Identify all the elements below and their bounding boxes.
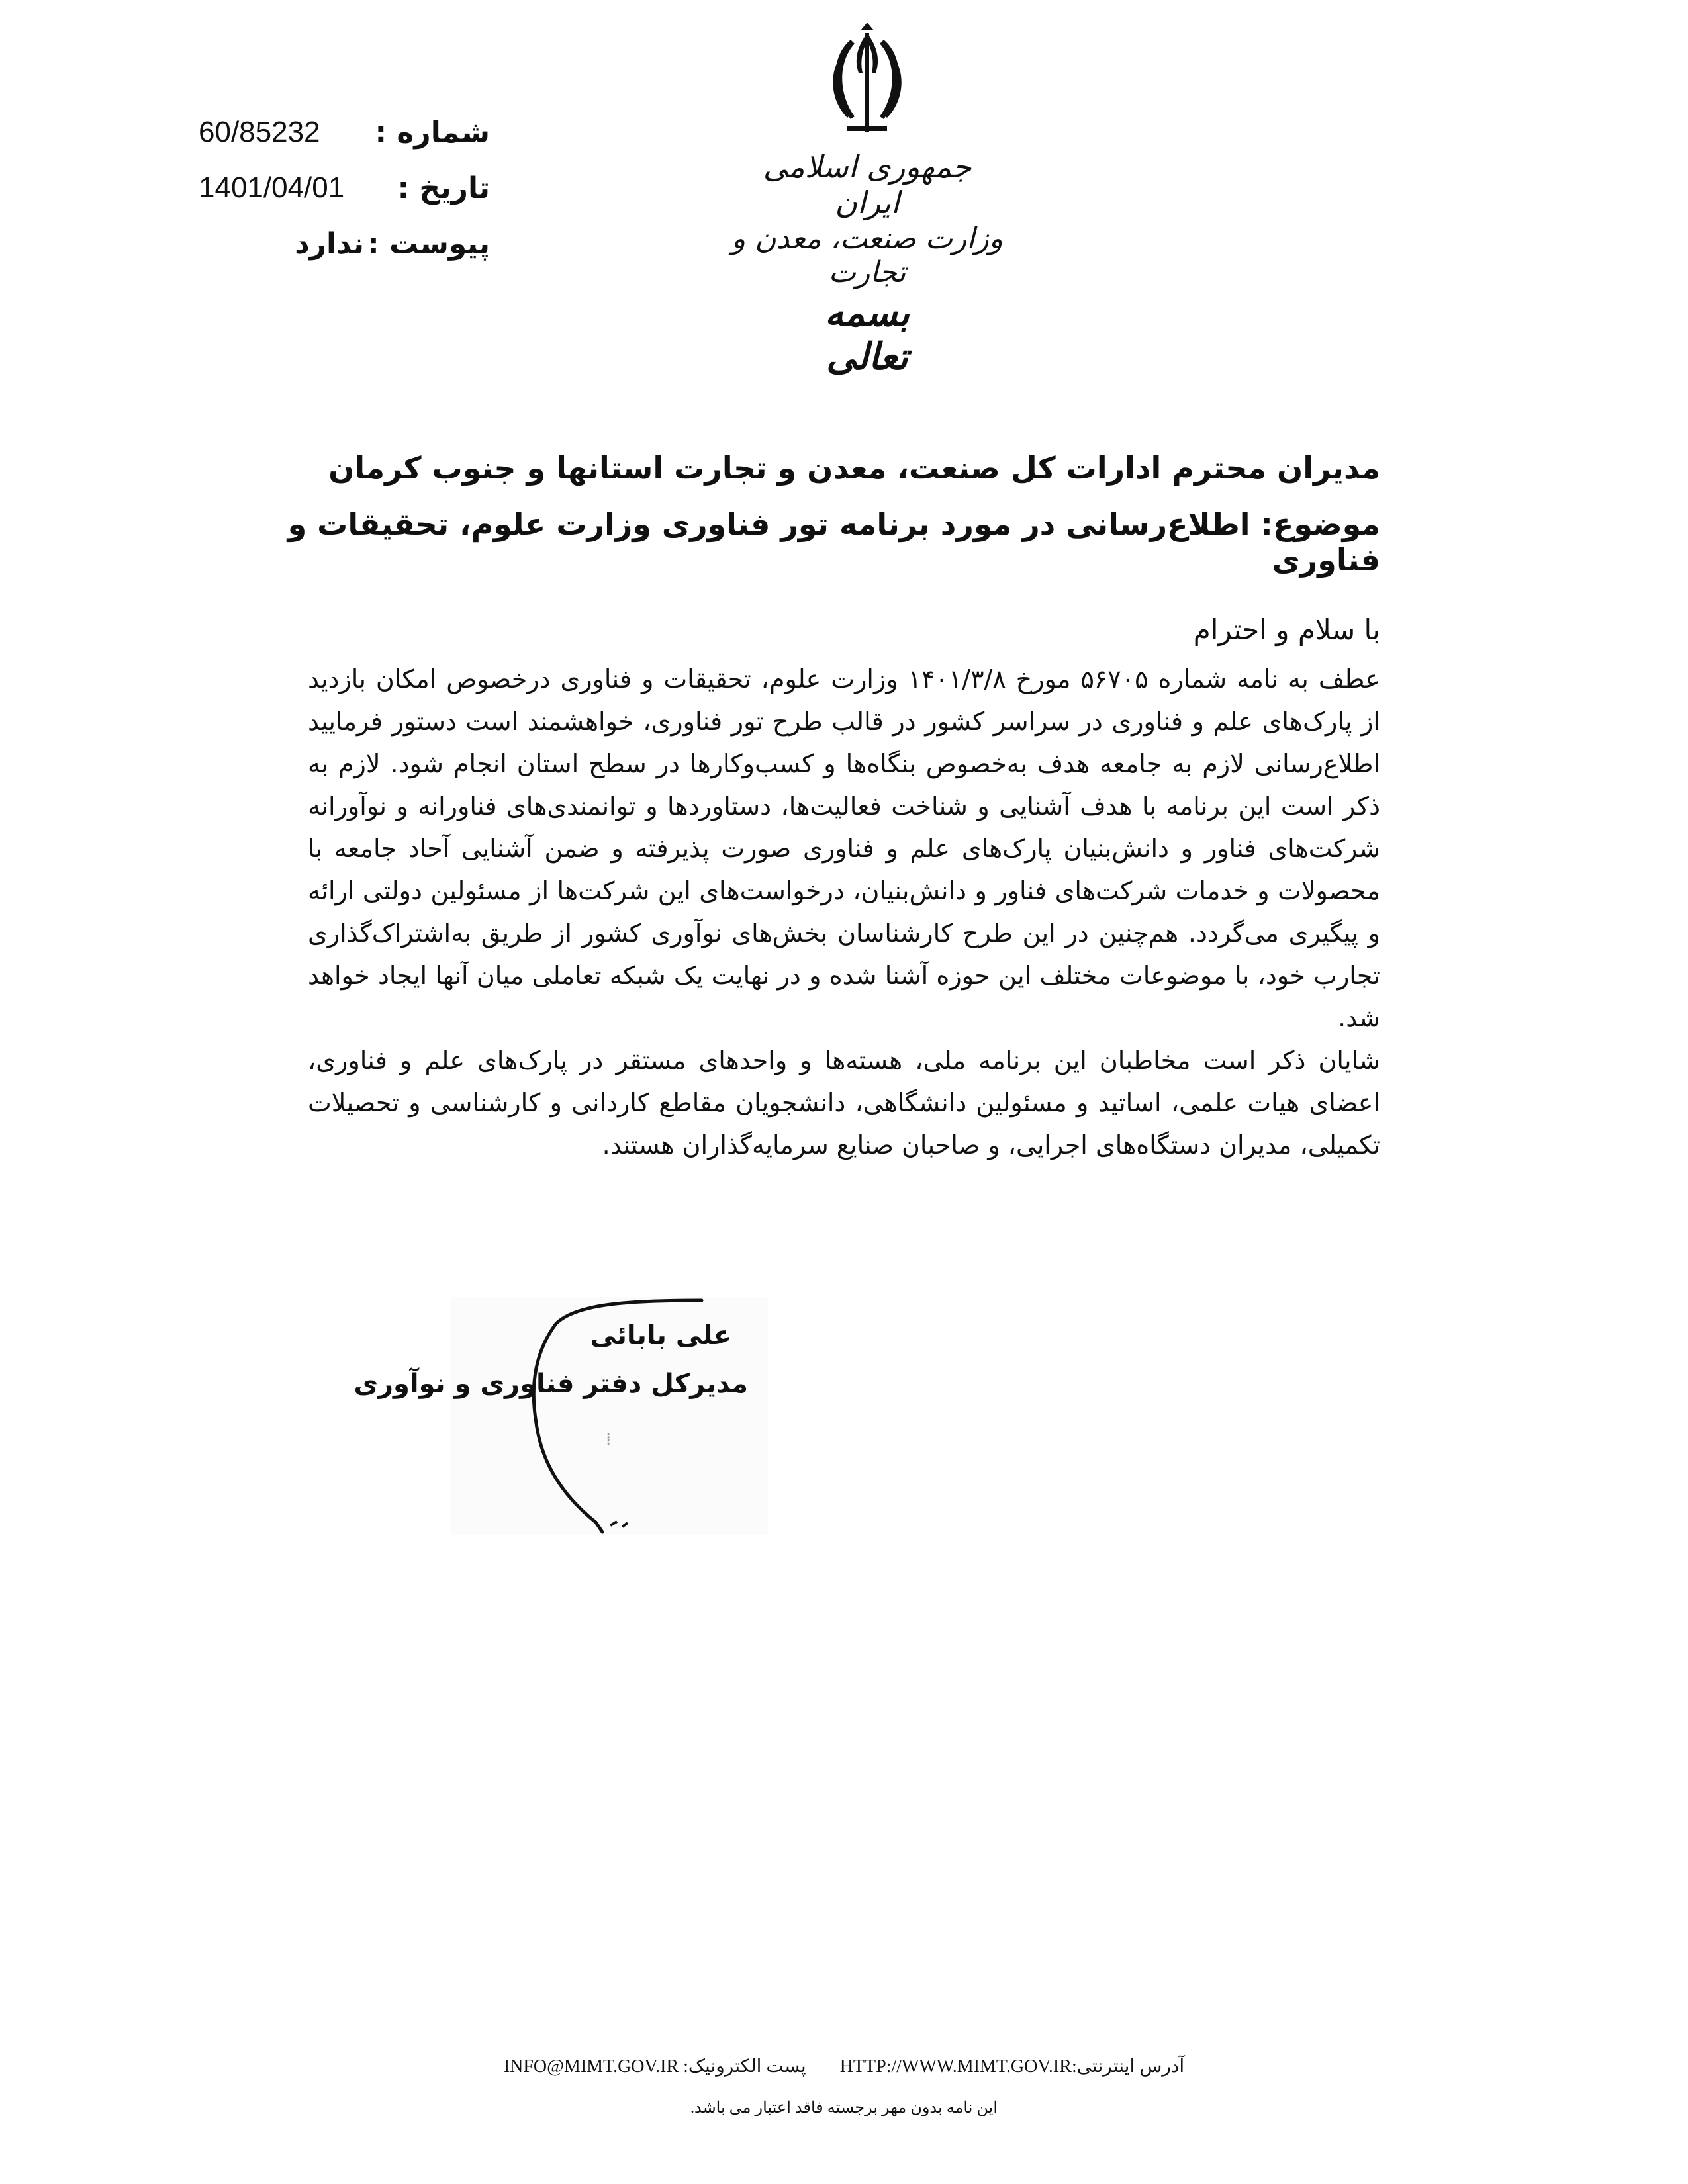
letter-number-row bbox=[199, 116, 490, 171]
footer-website-label: آدرس اینترنتی: bbox=[1071, 2056, 1185, 2077]
faint-stamp-mark: ⁞ bbox=[606, 1430, 612, 1449]
signer-title: مدیرکل دفتر فناوری و نوآوری bbox=[353, 1369, 748, 1399]
footer-note: این نامه بدون مهر برجسته فاقد اعتبار می باشد. bbox=[690, 2099, 998, 2116]
signer-name: علی بابائی bbox=[590, 1320, 731, 1351]
body-paragraph-2: شایان ذکر است مخاطبان این برنامه ملی، هسته‌ها و واحدهای مستقر در پارک‌های علم و فناوری، اعضای هیات علمی، اساتید و مسئولین دانشگاهی، دانشجویان مقاطع کاردانی و کارشناسی و تحصیلات تکمیلی، مدیران دستگاه‌های اجرایی، و صاحبان صنایع سرمایه‌گذاران هستند. bbox=[308, 1046, 1380, 1160]
iran-emblem-icon bbox=[811, 20, 923, 152]
country-name: جمهوری اسلامی ایران bbox=[763, 149, 972, 220]
letter-body bbox=[308, 609, 1380, 1166]
letter-date-value: 1401/04/01 bbox=[199, 171, 345, 204]
letter-attachment-value: ندارد bbox=[295, 227, 364, 261]
footer-website[interactable]: HTTP://WWW.MIMT.GOV.IR bbox=[839, 2056, 1072, 2077]
subject: موضوع: اطلاع‌رسانی در مورد برنامه تور فناوری وزارت علوم، تحقیقات و فناوری bbox=[287, 506, 1380, 578]
letter-date-row bbox=[199, 171, 490, 227]
addressee: مدیران محترم ادارات کل صنعت، معدن و تجارت استانها و جنوب کرمان bbox=[328, 450, 1380, 486]
body-paragraph-1: عطف به نامه شماره ۵۶۷۰۵ مورخ ۱۴۰۱/۳/۸ وزارت علوم، تحقیقات و فناوری درخصوص امکان بازدید از پارک‌های علم و فناوری در سراسر کشور در قالب طرح تور فناوری، خواهشمند است دستور فرمایید اطلاع‌رسانی لازم به جامعه هدف به‌خصوص بنگاه‌ها و کسب‌وکارها در سطح استان انجام شود. لازم به ذکر است این برنامه با هدف آشنایی و شناخت فعالیت‌ها، دستاوردها و توانمندی‌های فناورانه و نوآورانه شرکت‌های فناور و دانش‌بنیان پارک‌های علم و فناوری صورت پذیرفته و ضمن آشنایی آحاد جامعه با محصولات و خدمات شرکت‌های فناور و دانش‌بنیان، درخواست‌های این شرکت‌ها از مسئولین دولتی ارائه و پیگیری می‌گردد. هم‌چنین در این طرح کارشناسان بخش‌های نوآوری کشور از طریق به‌اشتراک‌گذاری تجارب خود، با موضوعات مختلف این حوزه آشنا شده و در نهایت یک شبکه تعاملی میان آنها ایجاد خواهد شد. bbox=[308, 664, 1380, 1032]
letter-attachment-label: پیوست : bbox=[367, 227, 490, 261]
footer-email-label: پست الکترونیک: bbox=[683, 2056, 806, 2077]
footer-email-group bbox=[504, 2056, 806, 2077]
ministry-name: وزارت صنعت، معدن و تجارت bbox=[731, 222, 1004, 289]
footer-contact bbox=[0, 2055, 1688, 2077]
letter-number-label: شماره : bbox=[375, 116, 490, 150]
footer-email[interactable]: INFO@MIMT.GOV.IR bbox=[503, 2056, 679, 2077]
letter-number-value: 60/85232 bbox=[199, 116, 320, 148]
letter-meta bbox=[199, 116, 490, 283]
greeting: با سلام و احترام bbox=[1193, 614, 1380, 646]
letter-date-label: تاریخ : bbox=[397, 171, 490, 205]
footer-website-group bbox=[835, 2056, 1184, 2077]
invocation: بسمه تعالی bbox=[825, 291, 910, 379]
letter-attachment-row bbox=[199, 227, 490, 283]
